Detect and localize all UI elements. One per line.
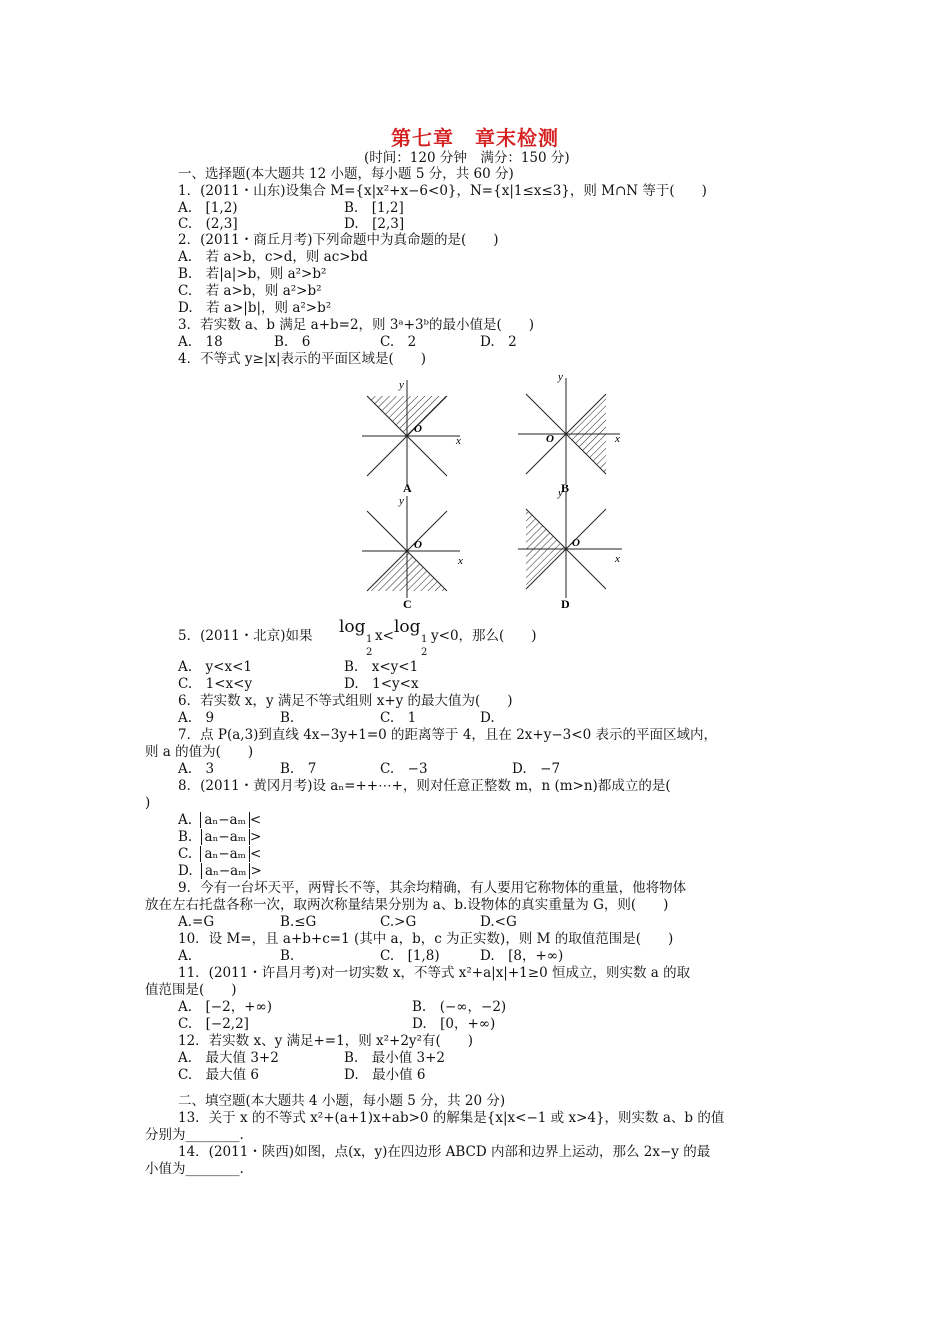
q5-stem-suffix: y<0，那么( ) <box>431 628 537 644</box>
graph-d-origin: O <box>572 537 580 549</box>
q8-option-c-label: C. <box>178 846 193 862</box>
q5-log-1-denominator: 2 <box>366 647 373 658</box>
graph-c-x-label: x <box>458 555 463 567</box>
q8-option-b-expr: aₙ−aₘ <box>201 829 251 845</box>
graph-a-origin: O <box>414 423 422 435</box>
q7-option-c: C. −3 <box>380 761 428 777</box>
q1-stem: 1．(2011・山东)设集合 M={x|x²+x−6<0}，N={x|1≤x≤3}，则 M∩N 等于( ) <box>178 183 707 199</box>
q12-option-b: B. 最小值 3+2 <box>344 1050 445 1066</box>
graph-d <box>518 487 622 611</box>
q4-stem: 4．不等式 y≥|x|表示的平面区域是( ) <box>178 351 427 367</box>
q12-option-c: C. 最大值 6 <box>178 1067 260 1083</box>
q8-option-c <box>178 846 261 863</box>
graph-d-label: D <box>561 597 570 611</box>
q2-option-d: D. 若 a>|b|，则 a²>b² <box>178 300 332 316</box>
q13-stem: 13．关于 x 的不等式 x²+(a+1)x+ab>0 的解集是{x|x<−1 或 x>4}，则实数 a、b 的值 <box>178 1110 725 1126</box>
q10-option-d: D. [8，+∞) <box>480 948 564 964</box>
q9-option-c: C.>G <box>380 914 417 930</box>
graph-b-x-label: x <box>615 433 620 445</box>
q8-option-a <box>178 812 261 829</box>
q5-log-2-numerator: 1 <box>421 634 428 645</box>
q11-stem-cont: 值范围是( ) <box>145 982 237 998</box>
graph-d-y-label: y <box>558 487 563 499</box>
q7-stem-cont: 则 a 的值为( ) <box>145 744 254 760</box>
q8-option-a-rel: < <box>249 812 262 828</box>
q7-option-a: A. 3 <box>178 761 215 777</box>
q5-log-1: log <box>339 617 366 637</box>
graph-a-x-label: x <box>456 435 461 447</box>
q5-option-c: C. 1<x<y <box>178 676 253 692</box>
q6-option-b: B. <box>280 710 295 726</box>
graph-a <box>362 379 461 495</box>
q2-option-c: C. 若 a>b，则 a²>b² <box>178 283 322 299</box>
section1-heading: 一、选择题(本大题共 12 小题，每小题 5 分，共 60 分) <box>178 166 514 182</box>
q12-option-d: D. 最小值 6 <box>344 1067 426 1083</box>
q14-stem: 14．(2011・陕西)如图，点(x，y)在四边形 ABCD 内部和边界上运动，那么 2x−y 的最 <box>178 1144 711 1160</box>
q11-option-c: C. [−2,2] <box>178 1016 249 1032</box>
section2-heading: 二、填空题(本大题共 4 小题，每小题 5 分，共 20 分) <box>178 1093 506 1109</box>
graph-b-origin: O <box>546 433 554 445</box>
graph-d-x-label: x <box>615 553 620 565</box>
q8-option-c-expr: aₙ−aₘ <box>200 846 250 862</box>
q7-option-d: D. −7 <box>512 761 561 777</box>
q5-option-b: B. x<y<1 <box>344 659 419 675</box>
q10-option-c: C. [1,8) <box>380 948 440 964</box>
q9-option-d: D.<G <box>480 914 517 930</box>
graph-b-label: B <box>561 481 570 495</box>
graph-b <box>518 371 620 495</box>
q8-option-b-rel: > <box>250 829 262 845</box>
q6-option-d: D. <box>480 710 495 726</box>
q5-log-1-numerator: 1 <box>366 634 373 645</box>
q9-stem: 9．今有一台坏天平，两臂长不等，其余均精确，有人要用它称物体的重量，他将物体 <box>178 880 687 896</box>
q8-option-a-label: A. <box>178 812 193 828</box>
q5-mid: x< <box>375 628 394 644</box>
q10-option-b: B. <box>280 948 295 964</box>
page-title: 第七章 章末检测 <box>391 126 559 150</box>
graph-c-origin: O <box>414 539 422 551</box>
q7-option-b: B. 7 <box>280 761 317 777</box>
q2-option-b: B. 若|a|>b，则 a²>b² <box>178 266 327 282</box>
q8-option-b <box>178 829 261 846</box>
graph-c-label: C <box>403 597 412 611</box>
q8-option-a-expr: aₙ−aₘ <box>200 812 250 828</box>
q5-option-d: D. 1<y<x <box>344 676 419 692</box>
q8-stem: 8．(2011・黄冈月考)设 aₙ=++⋯+，则对任意正整数 m，n (m>n)都成立的是( <box>178 778 671 794</box>
q8-option-d-label: D. <box>178 863 193 879</box>
q8-option-c-rel: < <box>249 846 262 862</box>
q12-stem: 12．若实数 x、y 满足+=1，则 x²+2y²有( ) <box>178 1033 474 1049</box>
q10-option-a: A. <box>178 948 193 964</box>
q1-option-c: C. (2,3] <box>178 216 238 232</box>
graph-a-label: A <box>403 481 412 495</box>
q8-option-d <box>178 863 262 880</box>
q2-option-a: A. 若 a>b，c>d，则 ac>bd <box>178 249 368 265</box>
q8-stem-cont: ) <box>145 795 151 811</box>
q8-option-b-label: B. <box>178 829 193 845</box>
q11-option-d: D. [0，+∞) <box>412 1016 496 1032</box>
q3-option-a: A. 18 <box>178 334 223 350</box>
graph-a-y-label: y <box>399 379 404 391</box>
q9-option-b: B.≤G <box>280 914 317 930</box>
q5-stem-prefix: 5．(2011・北京)如果 <box>178 628 313 644</box>
q14-stem-cont: 小值为________. <box>145 1161 244 1177</box>
q11-option-b: B. (−∞，−2) <box>412 999 507 1015</box>
q11-stem: 11．(2011・许昌月考)对一切实数 x，不等式 x²+a|x|+1≥0 恒成立，则实数 a 的取 <box>178 965 691 981</box>
q6-option-a: A. 9 <box>178 710 215 726</box>
q3-option-c: C. 2 <box>380 334 417 350</box>
q3-option-b: B. 6 <box>274 334 311 350</box>
q8-option-d-expr: aₙ−aₘ <box>201 863 251 879</box>
q2-stem: 2．(2011・商丘月考)下列命题中为真命题的是( ) <box>178 232 499 248</box>
q5-log-2-denominator: 2 <box>421 647 428 658</box>
q11-option-a: A. [−2，+∞) <box>178 999 273 1015</box>
q9-option-a: A.=G <box>178 914 215 930</box>
q5-log-2: log <box>394 617 421 637</box>
q12-option-a: A. 最大值 3+2 <box>178 1050 279 1066</box>
graph-c-y-label: y <box>399 495 404 507</box>
q1-option-b: B. [1,2] <box>344 200 404 216</box>
q1-option-a: A. [1,2) <box>178 200 238 216</box>
q3-stem: 3．若实数 a、b 满足 a+b=2，则 3ᵃ+3ᵇ的最小值是( ) <box>178 317 534 333</box>
q13-stem-cont: 分别为________. <box>145 1127 244 1143</box>
q7-stem: 7．点 P(a,3)到直线 4x−3y+1=0 的距离等于 4，且在 2x+y−3<0 表示的平面区域内， <box>178 727 717 743</box>
q4-graphs <box>0 368 950 668</box>
q3-option-d: D. 2 <box>480 334 517 350</box>
q9-stem-cont: 放在左右托盘各称一次，取两次称量结果分别为 a、b.设物体的真实重量为 G，则( ) <box>145 897 669 913</box>
q10-stem: 10．设 M=，且 a+b+c=1 (其中 a，b，c 为正实数)，则 M 的取值范围是( ) <box>178 931 674 947</box>
q5-option-a: A. y<x<1 <box>178 659 252 675</box>
page-subtitle: (时间：120 分钟 满分：150 分) <box>364 150 570 166</box>
q6-stem: 6．若实数 x，y 满足不等式组则 x+y 的最大值为( ) <box>178 693 513 709</box>
q8-option-d-rel: > <box>250 863 262 879</box>
graph-b-y-label: y <box>558 371 563 383</box>
q1-option-d: D. [2,3] <box>344 216 405 232</box>
q6-option-c: C. 1 <box>380 710 417 726</box>
graph-c <box>362 495 463 611</box>
